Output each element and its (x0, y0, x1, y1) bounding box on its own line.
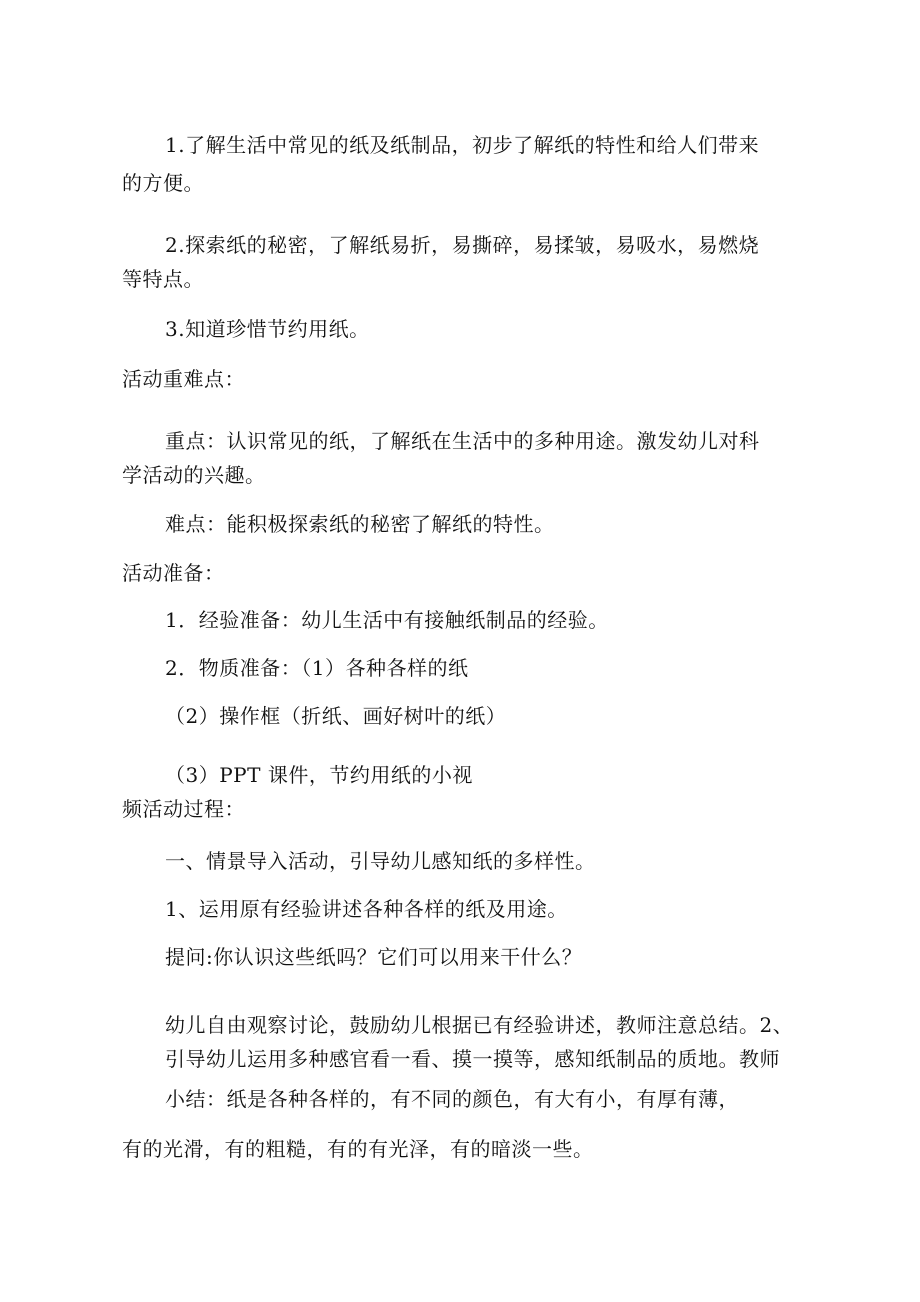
difficult-point: 难点：能积极探索纸的秘密了解纸的特性。 (165, 512, 555, 536)
process-step-1-1: 1、运用原有经验讲述各种各样的纸及用途。 (165, 897, 568, 921)
process-step-1-heading: 一、情景导入活动，引导幼儿感知纸的多样性。 (165, 849, 596, 873)
goal-3: 3.知道珍惜节约用纸。 (165, 317, 370, 341)
goal-2-line-1: 2.探索纸的秘密，了解纸易折，易撕碎，易揉皱，易吸水，易燃烧 (165, 233, 760, 257)
teacher-question: 提问:你认识这些纸吗？它们可以用来干什么？ (165, 945, 583, 969)
materials-item-2: （2）操作框（折纸、画好树叶的纸） (165, 704, 507, 728)
discussion-line-2: 引导幼儿运用多种感官看一看、摸一摸等，感知纸制品的质地。教师 (165, 1047, 780, 1071)
summary-line-2: 有的光滑，有的粗糙，有的有光泽，有的暗淡一些。 (122, 1137, 594, 1161)
section-heading-key-points: 活动重难点： (122, 367, 245, 391)
section-heading-process: 频活动过程： (122, 797, 245, 821)
materials-item-3: （3）PPT 课件，节约用纸的小视 (165, 763, 473, 787)
preparation-experience: 1．经验准备：幼儿生活中有接触纸制品的经验。 (165, 608, 609, 632)
goal-2-line-2: 等特点。 (122, 267, 204, 291)
summary-line-1: 小结：纸是各种各样的，有不同的颜色，有大有小，有厚有薄， (165, 1087, 739, 1111)
section-heading-preparation: 活动准备： (122, 561, 225, 585)
goal-1-line-2: 的方便。 (122, 171, 204, 195)
preparation-materials: 2．物质准备：（1）各种各样的纸 (165, 656, 469, 680)
goal-1-line-1: 1.了解生活中常见的纸及纸制品，初步了解纸的特性和给人们带来 (165, 133, 760, 157)
key-point-line-2: 学活动的兴趣。 (122, 463, 266, 487)
discussion-line-1: 幼儿自由观察讨论，鼓励幼儿根据已有经验讲述，教师注意总结。2、 (165, 1013, 794, 1037)
key-point-line-1: 重点：认识常见的纸，了解纸在生活中的多种用途。激发幼儿对科 (165, 429, 760, 453)
